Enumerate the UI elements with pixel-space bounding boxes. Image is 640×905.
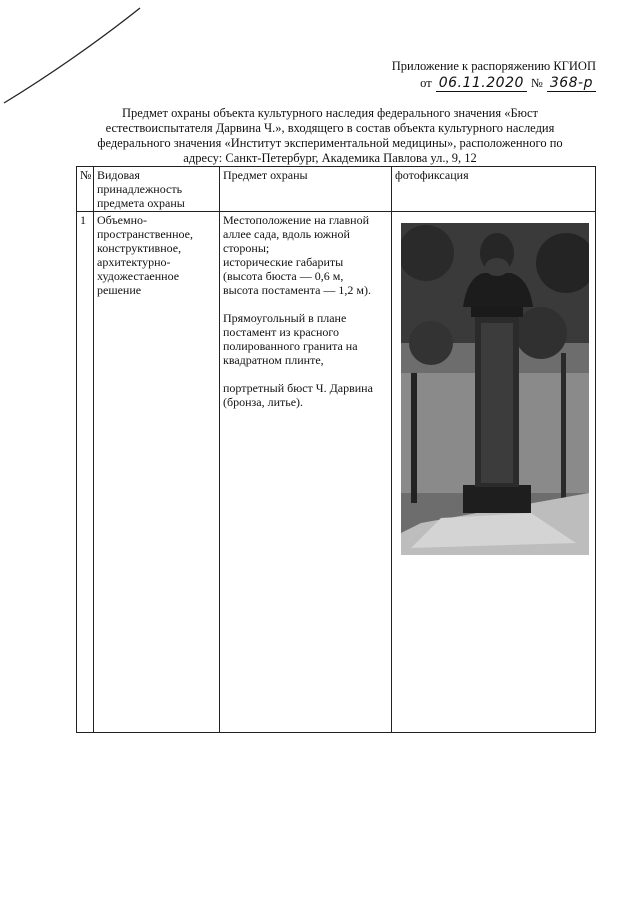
row-photo	[392, 212, 596, 733]
subject-line: полированного гранита на	[223, 339, 358, 353]
subject-line: Прямоугольный в плане	[223, 311, 347, 325]
title-line: естествоиспытателя Дарвина Ч.», входящего в состав объекта культурного наследия	[105, 121, 555, 135]
subject-line: аллее сада, вдоль южной	[223, 227, 350, 241]
type-line: пространственное,	[97, 227, 193, 241]
table-header-row	[77, 167, 596, 212]
title-line: адресу: Санкт-Петербург, Академика Павлова ул., 9, 12	[183, 151, 477, 165]
row-type	[94, 212, 220, 733]
appendix-header	[336, 58, 596, 92]
header-subject: Предмет охраны	[220, 167, 392, 212]
number-prefix: №	[530, 76, 543, 90]
subject-line: стороны;	[223, 241, 270, 255]
header-photo: фотофиксация	[392, 167, 596, 212]
type-line: конструктивное,	[97, 241, 182, 255]
type-line: художестаенное	[97, 269, 180, 283]
subject-line: квадратном плинте,	[223, 353, 324, 367]
date-value: 06.11.2020	[436, 75, 527, 92]
row-subject	[220, 212, 392, 733]
appendix-date-number	[336, 75, 596, 92]
document-title	[80, 106, 580, 166]
spacer	[223, 297, 388, 311]
date-prefix: от	[420, 76, 432, 90]
subject-line: (высота бюста — 0,6 м,	[223, 269, 344, 283]
header-type: Видовая принадлежность предмета охраны	[94, 167, 220, 212]
handwritten-stroke	[0, 0, 160, 110]
type-line: архитектурно-	[97, 255, 171, 269]
table-row	[77, 212, 596, 733]
subject-line: постамент из красного	[223, 325, 340, 339]
type-line: решение	[97, 283, 142, 297]
header-number: №	[77, 167, 94, 212]
subject-line: (бронза, литье).	[223, 395, 304, 409]
subject-line: исторические габариты	[223, 255, 344, 269]
subject-line: высота постамента — 1,2 м).	[223, 283, 372, 297]
title-line: Предмет охраны объекта культурного наследия федерального значения «Бюст	[122, 106, 538, 120]
monument-photo	[401, 223, 589, 555]
type-line: Объемно-	[97, 213, 148, 227]
subject-line: портретный бюст Ч. Дарвина	[223, 381, 373, 395]
spacer	[223, 367, 388, 381]
protection-table	[76, 166, 596, 733]
title-line: федерального значения «Институт экспериментальной медицины», расположенного по	[97, 136, 563, 150]
row-number: 1	[77, 212, 94, 733]
number-value: 368-р	[547, 75, 596, 92]
subject-line: Местоположение на главной	[223, 213, 370, 227]
appendix-line: Приложение к распоряжению КГИОП	[391, 59, 596, 73]
